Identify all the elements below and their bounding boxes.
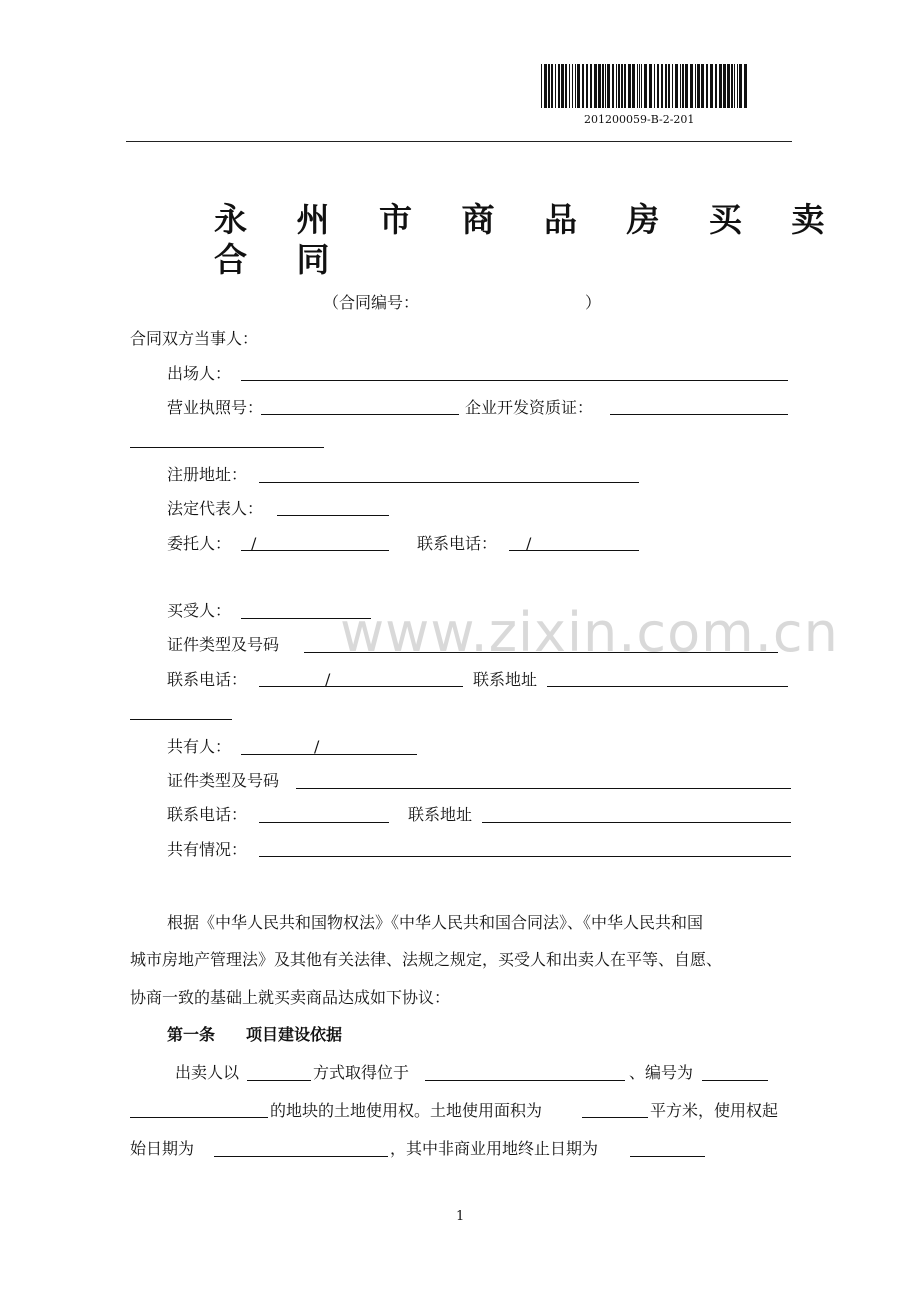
seller-phone-value: / bbox=[526, 534, 532, 553]
buyer-address-field[interactable] bbox=[547, 686, 788, 687]
parcel-number-field-continued[interactable] bbox=[130, 1117, 268, 1118]
co-owner-address-label: 联系地址 bbox=[408, 805, 473, 824]
agent-label: 委托人： bbox=[167, 534, 232, 553]
parcel-number-field[interactable] bbox=[702, 1080, 768, 1081]
land-area-field[interactable] bbox=[582, 1117, 648, 1118]
article-1-text-5: 平方米，使用权起 bbox=[650, 1101, 779, 1120]
article-1-text-7: ，其中非商业用地终止日期为 bbox=[390, 1139, 599, 1158]
buyer-address-field-continued[interactable] bbox=[130, 719, 232, 720]
watermark: www.zixin.com.cn bbox=[340, 601, 839, 664]
use-right-start-date-field[interactable] bbox=[214, 1156, 388, 1157]
co-owner-label: 共有人： bbox=[167, 737, 232, 756]
qualification-field-continued[interactable] bbox=[130, 447, 324, 448]
co-owner-id-field[interactable] bbox=[296, 788, 791, 789]
parties-heading: 合同双方当事人： bbox=[130, 329, 259, 348]
article-1-text-3: 、编号为 bbox=[629, 1063, 694, 1082]
barcode-number: 201200059-B-2-201 bbox=[584, 113, 695, 126]
co-ownership-status-label: 共有情况： bbox=[167, 840, 248, 859]
seller-name-field[interactable] bbox=[241, 380, 788, 381]
buyer-id-field[interactable] bbox=[304, 652, 778, 653]
buyer-phone-value: / bbox=[325, 670, 331, 689]
legal-representative-field[interactable] bbox=[277, 515, 389, 516]
buyer-label: 买受人： bbox=[167, 601, 232, 620]
co-owner-field[interactable] bbox=[241, 754, 417, 755]
article-1-heading: 项目建设依据 bbox=[246, 1025, 343, 1044]
acquisition-method-field[interactable] bbox=[247, 1080, 311, 1081]
buyer-phone-label: 联系电话： bbox=[167, 670, 248, 689]
preamble-line-3: 协商一致的基础上就买卖商品达成如下协议： bbox=[130, 988, 451, 1007]
co-owner-id-label: 证件类型及号码 bbox=[167, 771, 280, 790]
article-1-text-2: 方式取得位于 bbox=[313, 1063, 410, 1082]
article-1-number: 第一条 bbox=[167, 1025, 216, 1044]
article-1-text-4: 的地块的土地使用权。土地使用面积为 bbox=[270, 1101, 543, 1120]
buyer-id-label: 证件类型及号码 bbox=[167, 635, 280, 654]
buyer-phone-field[interactable] bbox=[259, 686, 463, 687]
co-owner-phone-label: 联系电话： bbox=[167, 805, 248, 824]
header-rule bbox=[126, 141, 792, 142]
land-location-field[interactable] bbox=[425, 1080, 625, 1081]
barcode-image bbox=[541, 64, 749, 108]
registered-address-label: 注册地址： bbox=[167, 465, 248, 484]
article-1-text-6: 始日期为 bbox=[130, 1139, 195, 1158]
seller-label: 出场人： bbox=[167, 364, 232, 383]
co-owner-phone-field[interactable] bbox=[259, 822, 389, 823]
non-commercial-end-date-field[interactable] bbox=[630, 1156, 705, 1157]
business-license-label: 营业执照号： bbox=[167, 398, 264, 417]
registered-address-field[interactable] bbox=[259, 482, 639, 483]
contract-number-close: ） bbox=[585, 293, 602, 312]
seller-phone-label: 联系电话： bbox=[417, 534, 498, 553]
preamble-line-1: 根据《中华人民共和国物权法》《中华人民共和国合同法》、《中华人民共和国 bbox=[167, 913, 704, 932]
preamble-line-2: 城市房地产管理法》及其他有关法律、法规之规定，买受人和出卖人在平等、自愿、 bbox=[130, 950, 723, 969]
page-number: 1 bbox=[456, 1209, 465, 1224]
legal-representative-label: 法定代表人： bbox=[167, 499, 264, 518]
qualification-label: 企业开发资质证： bbox=[465, 398, 594, 417]
agent-field[interactable] bbox=[241, 550, 389, 551]
co-owner-address-field[interactable] bbox=[482, 822, 791, 823]
qualification-field[interactable] bbox=[610, 414, 788, 415]
buyer-address-label: 联系地址 bbox=[473, 670, 538, 689]
business-license-field[interactable] bbox=[261, 414, 459, 415]
co-owner-value: / bbox=[314, 737, 320, 756]
agent-value: / bbox=[251, 534, 257, 553]
contract-number-label: （合同编号： bbox=[323, 293, 420, 312]
co-ownership-status-field[interactable] bbox=[259, 856, 791, 857]
article-1-text-1: 出卖人以 bbox=[175, 1063, 240, 1082]
document-title: 永 州 市 商 品 房 买 卖 合 同 bbox=[214, 200, 844, 279]
